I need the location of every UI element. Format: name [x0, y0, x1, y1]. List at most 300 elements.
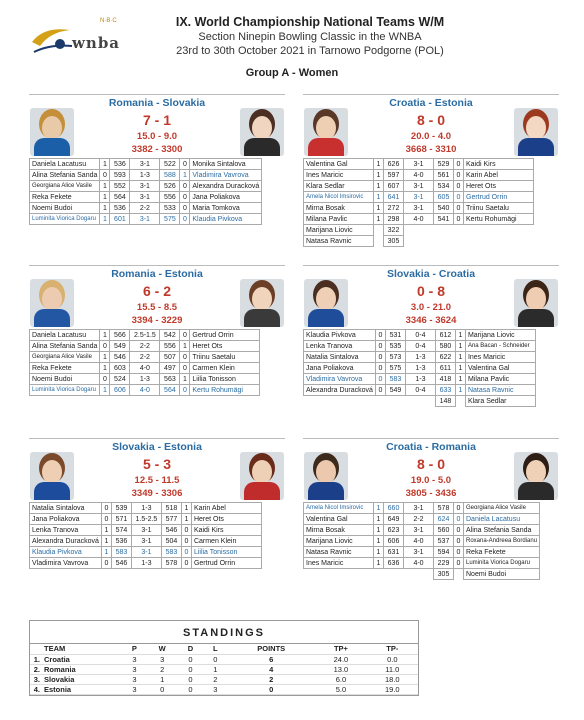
away-pins: 522: [160, 159, 180, 170]
home-player: Lenka Tranova: [30, 525, 102, 536]
set-score: 1-3: [130, 374, 160, 385]
table-row: [30, 352, 260, 363]
home-point: 1: [374, 214, 384, 225]
away-pins: 578: [161, 558, 181, 569]
event-dates: 23rd to 30th October 2021 in Tarnowo Podgorne (POL): [176, 45, 444, 57]
table-row: [30, 214, 262, 225]
logo-wnba-text: wnba: [72, 34, 121, 52]
home-pins: 593: [110, 170, 130, 181]
set-score: 1.5-2.5: [131, 514, 161, 525]
away-point: 1: [180, 170, 190, 181]
home-player-photo: [30, 452, 74, 500]
table-row: [304, 159, 534, 170]
standings-tp-plus: 5.0: [315, 684, 366, 694]
away-point: 1: [455, 363, 465, 374]
standings-tp-plus: 6.0: [315, 674, 366, 684]
away-point: 1: [455, 374, 465, 385]
home-pins: 601: [110, 214, 130, 225]
away-player: Karin Abel: [464, 170, 534, 181]
home-pins: 636: [384, 558, 404, 569]
table-row: [30, 385, 260, 396]
standings-drawn: 0: [177, 654, 203, 664]
away-player: Valentina Gal: [465, 363, 535, 374]
away-point: 1: [455, 352, 465, 363]
set-score: 3-1: [404, 181, 434, 192]
standings-won: 3: [147, 654, 178, 664]
logo-nbc-text: N·B·C: [100, 18, 117, 24]
set-score: 0-4: [405, 385, 435, 396]
match-set-points: 12.5 - 11.5: [134, 475, 180, 486]
away-pins: 534: [434, 181, 454, 192]
away-pins: 561: [434, 170, 454, 181]
home-pins: [385, 396, 405, 407]
set-score: 3-1: [404, 547, 434, 558]
home-pins: 603: [110, 363, 130, 374]
away-player: Kaidi Kirs: [464, 159, 534, 170]
away-point: 0: [180, 330, 190, 341]
standings-header-points: POINTS: [227, 644, 315, 654]
away-player: Maria Tomkova: [190, 203, 262, 214]
away-point: 0: [454, 547, 464, 558]
home-point: 1: [374, 181, 384, 192]
away-point: 0: [454, 214, 464, 225]
table-row: [30, 558, 262, 569]
away-player: Marijana Liovic: [465, 330, 535, 341]
standings-drawn: 0: [177, 684, 203, 694]
away-pins: 575: [160, 214, 180, 225]
standings-header-d: D: [177, 644, 203, 654]
home-player: Lenka Tranova: [304, 341, 376, 352]
home-pins: 573: [385, 352, 405, 363]
home-pins: 606: [110, 385, 130, 396]
set-score: 3-1: [404, 159, 434, 170]
home-point: 0: [101, 503, 111, 514]
page-title: IX. World Championship National Teams W/M: [175, 15, 445, 29]
away-pins: 546: [161, 525, 181, 536]
standings-tp-minus: 19.0: [367, 684, 418, 694]
set-score: 4-0: [404, 536, 434, 547]
home-point: 1: [374, 536, 384, 547]
home-player: Alina Stefania Sanda: [30, 170, 100, 181]
home-point: 1: [374, 503, 384, 514]
home-player: [304, 569, 374, 580]
home-player: Ines Maricic: [304, 558, 374, 569]
match-score: 6 - 2: [142, 283, 171, 299]
match-results-table: [303, 329, 536, 407]
standings-won: 0: [147, 684, 178, 694]
standings-tp-plus: 24.0: [315, 654, 366, 664]
away-point: 0: [454, 159, 464, 170]
table-row: [30, 330, 260, 341]
standings-title: STANDINGS: [30, 621, 418, 644]
standings-row: [30, 664, 418, 674]
table-row: [304, 569, 540, 580]
away-point: 1: [455, 341, 465, 352]
home-pins: 552: [110, 181, 130, 192]
set-score: 1-3: [130, 170, 160, 181]
home-pins: 564: [110, 192, 130, 203]
home-player: Daniela Lacatusu: [30, 330, 100, 341]
home-point: [374, 569, 384, 580]
away-pins: 560: [434, 525, 454, 536]
away-point: 0: [454, 558, 464, 569]
home-pins: 322: [384, 225, 404, 236]
standings-won: 2: [147, 664, 178, 674]
away-player: Monika Sintalova: [190, 159, 262, 170]
away-player: Kaidi Kirs: [191, 525, 261, 536]
home-point: 1: [374, 203, 384, 214]
set-score: 0-4: [405, 330, 435, 341]
away-player: Gertrud Orrin: [191, 558, 261, 569]
table-row: [304, 374, 536, 385]
away-pins: 529: [434, 159, 454, 170]
match-title-croatia-vs-estonia: Croatia - Estonia: [389, 97, 473, 109]
away-pins: 507: [160, 352, 180, 363]
away-point: 0: [454, 192, 464, 203]
match-set-points: 15.5 - 8.5: [136, 302, 178, 313]
match-pins: 3668 - 3310: [405, 144, 457, 155]
table-row: [30, 503, 262, 514]
home-point: 1: [100, 330, 110, 341]
match-title-romania-vs-slovakia: Romania - Slovakia: [108, 97, 206, 109]
standings-header-team: TEAM: [42, 644, 122, 654]
table-row: [304, 385, 536, 396]
set-score: 4-0: [130, 363, 160, 374]
table-row: [304, 236, 534, 247]
home-player: Alina Stefania Sanda: [30, 341, 100, 352]
home-pins: 571: [111, 514, 131, 525]
home-point: 0: [100, 374, 110, 385]
standings-tp-plus: 13.0: [315, 664, 366, 674]
home-point: 1: [100, 181, 110, 192]
away-player: Carmen Klein: [191, 536, 261, 547]
standings-header-p: P: [122, 644, 147, 654]
set-score: 0-4: [405, 341, 435, 352]
away-player: Klara Sedlar: [465, 396, 535, 407]
set-score: 2-2: [130, 203, 160, 214]
match-score: 7 - 1: [142, 112, 171, 128]
standings-row: [30, 684, 418, 694]
match-set-points: 20.0 - 4.0: [410, 131, 452, 142]
set-score: 3-1: [404, 503, 434, 514]
home-pins: 524: [110, 374, 130, 385]
away-pins: 504: [161, 536, 181, 547]
match-score: 0 - 8: [416, 283, 445, 299]
away-pins: 518: [161, 503, 181, 514]
away-point: 0: [454, 203, 464, 214]
home-pins: 641: [384, 192, 404, 203]
away-player: Jana Poliakova: [190, 192, 262, 203]
away-point: 0: [181, 525, 191, 536]
away-pins: 611: [435, 363, 455, 374]
away-player-photo: [240, 452, 284, 500]
away-player: Kertu Rohumägi: [464, 214, 534, 225]
home-player: [304, 396, 376, 407]
home-point: 1: [100, 352, 110, 363]
home-player: Luminita Viorica Dogaru: [30, 214, 100, 225]
set-score: 4-0: [130, 385, 160, 396]
match-pins: 3346 - 3624: [405, 315, 457, 326]
home-pins: 546: [111, 558, 131, 569]
set-score: 2-2: [130, 341, 160, 352]
standings-header-tp: TP-: [367, 644, 418, 654]
away-point: [454, 225, 464, 236]
away-player: Milana Pavlic: [465, 374, 535, 385]
away-point: 0: [181, 536, 191, 547]
away-point: [455, 396, 465, 407]
home-player-photo: [30, 279, 74, 327]
home-pins: 631: [384, 547, 404, 558]
set-score: 1-3: [131, 558, 161, 569]
standings-team: Romania: [42, 664, 122, 674]
table-row: [30, 363, 260, 374]
set-score: 3-1: [130, 159, 160, 170]
home-player: Luminita Viorica Dogaru: [30, 385, 100, 396]
table-row: [30, 374, 260, 385]
set-score: [404, 569, 434, 580]
table-row: [304, 203, 534, 214]
table-row: [30, 170, 262, 181]
standings-row: [30, 654, 418, 664]
match-divider: [29, 265, 285, 266]
home-pins: 549: [110, 341, 130, 352]
set-score: 3-1: [404, 203, 434, 214]
home-point: 1: [374, 525, 384, 536]
away-player: Vladimira Vavrova: [190, 170, 262, 181]
home-point: 1: [374, 192, 384, 203]
set-score: 1-3: [405, 363, 435, 374]
set-score: 3-1: [131, 547, 161, 558]
standings-panel: [29, 620, 419, 696]
away-player-photo: [514, 279, 558, 327]
home-point: 1: [374, 514, 384, 525]
match-pins: 3382 - 3300: [131, 144, 183, 155]
home-point: 0: [101, 558, 111, 569]
away-pins: 563: [160, 374, 180, 385]
home-player: Klara Sedlar: [304, 181, 374, 192]
home-pins: 536: [110, 159, 130, 170]
table-row: [304, 170, 534, 181]
away-player-photo: [514, 108, 558, 156]
home-player: Valentina Gal: [304, 159, 374, 170]
match-results-table: [29, 158, 262, 225]
away-pins: 633: [435, 385, 455, 396]
group-title: Group A - Women: [245, 67, 339, 79]
standings-lost: 1: [203, 664, 227, 674]
match-title-slovakia-vs-estonia: Slovakia - Estonia: [112, 441, 202, 453]
away-player: Daniela Lacatusu: [464, 514, 540, 525]
home-pins: 574: [111, 525, 131, 536]
home-point: 0: [375, 385, 385, 396]
away-point: 0: [181, 547, 191, 558]
table-row: [30, 203, 262, 214]
standings-rank: 4.: [30, 684, 42, 694]
wnba-logo: [30, 18, 130, 58]
home-player: Ines Maricic: [304, 170, 374, 181]
standings-header-w: W: [147, 644, 178, 654]
away-point: 0: [454, 503, 464, 514]
standings-header-l: L: [203, 644, 227, 654]
away-player: Heret Ots: [191, 514, 261, 525]
match-score: 8 - 0: [416, 456, 445, 472]
page-header: [0, 0, 584, 90]
table-row: [304, 558, 540, 569]
home-player: Daniela Lacatusu: [30, 159, 100, 170]
away-point: [454, 569, 464, 580]
table-row: [304, 514, 540, 525]
table-row: [304, 536, 540, 547]
home-point: 0: [101, 514, 111, 525]
home-point: 1: [100, 192, 110, 203]
match-divider: [303, 265, 559, 266]
set-score: 3-1: [131, 536, 161, 547]
standings-team: Croatia: [42, 654, 122, 664]
home-player-photo: [30, 108, 74, 156]
home-pins: 660: [384, 503, 404, 514]
standings-played: 3: [122, 654, 147, 664]
standings-team: Estonia: [42, 684, 122, 694]
set-score: 2-2: [404, 514, 434, 525]
home-pins: 575: [385, 363, 405, 374]
home-player: Reka Fekete: [30, 363, 100, 374]
match-set-points: 15.0 - 9.0: [136, 131, 178, 142]
match-divider: [29, 438, 285, 439]
home-player: Natasa Ravnic: [304, 236, 374, 247]
away-pins: 526: [160, 181, 180, 192]
away-player: Roxana-Andreea Bordianu: [464, 536, 540, 547]
table-row: [30, 525, 262, 536]
home-pins: 607: [384, 181, 404, 192]
away-player-photo: [240, 108, 284, 156]
away-point: 1: [455, 385, 465, 396]
away-pins: 588: [160, 170, 180, 181]
table-row: [30, 159, 262, 170]
standings-rank: 2.: [30, 664, 42, 674]
match-score: 8 - 0: [416, 112, 445, 128]
standings-lost: 0: [203, 654, 227, 664]
set-score: 2-2: [130, 352, 160, 363]
away-player: Georgiana Alice Vasile: [464, 503, 540, 514]
away-point: 1: [180, 374, 190, 385]
table-row: [30, 181, 262, 192]
match-score: 5 - 3: [142, 456, 171, 472]
match-set-points: 19.0 - 5.0: [410, 475, 452, 486]
standings-row: [30, 674, 418, 684]
home-player: Noemi Budoi: [30, 374, 100, 385]
away-player: Ana Bacan - Schneider: [465, 341, 535, 352]
away-pins: 556: [160, 192, 180, 203]
away-point: 0: [454, 514, 464, 525]
home-pins: 549: [385, 385, 405, 396]
home-player: Milana Pavlic: [304, 214, 374, 225]
home-player: Amela Nicol Imsirovic: [304, 192, 374, 203]
away-pins: 594: [434, 547, 454, 558]
away-player: Alexandra Duracková: [190, 181, 262, 192]
home-point: 1: [101, 547, 111, 558]
away-pins: 497: [160, 363, 180, 374]
home-point: 1: [100, 214, 110, 225]
standings-played: 3: [122, 684, 147, 694]
standings-header-tp: TP+: [315, 644, 366, 654]
set-score: [404, 225, 434, 236]
home-point: 0: [375, 363, 385, 374]
away-player: Liilia Tonisson: [190, 374, 260, 385]
home-point: 1: [100, 385, 110, 396]
home-player: Amela Nicol Imsirovic: [304, 503, 374, 514]
home-pins: 597: [384, 170, 404, 181]
away-player: Alina Stefania Sanda: [464, 525, 540, 536]
home-player: Natalia Sintalova: [30, 503, 102, 514]
home-pins: 606: [384, 536, 404, 547]
away-player: Luminita Viorica Dogaru: [464, 558, 540, 569]
away-point: 1: [180, 341, 190, 352]
home-pins: 539: [111, 503, 131, 514]
home-player: Jana Poliakova: [304, 363, 376, 374]
away-player: Liilia Tonisson: [191, 547, 261, 558]
match-title-croatia-vs-romania: Croatia - Romania: [386, 441, 476, 453]
away-player: [464, 236, 534, 247]
standings-team: Slovakia: [42, 674, 122, 684]
set-score: [404, 236, 434, 247]
away-player: Reka Fekete: [464, 547, 540, 558]
table-row: [304, 330, 536, 341]
home-point: 0: [375, 341, 385, 352]
standings-points: 0: [227, 684, 315, 694]
away-point: [454, 236, 464, 247]
set-score: 1-3: [131, 503, 161, 514]
away-pins: 583: [161, 547, 181, 558]
away-point: 0: [180, 181, 190, 192]
standings-points: 4: [227, 664, 315, 674]
match-pins: 3805 - 3436: [405, 488, 457, 499]
home-player-photo: [304, 279, 348, 327]
home-point: 0: [375, 330, 385, 341]
set-score: 3-1: [131, 525, 161, 536]
set-score: 4-0: [404, 170, 434, 181]
home-point: 1: [100, 159, 110, 170]
home-player: Natalia Sintalova: [304, 352, 376, 363]
home-point: 0: [100, 170, 110, 181]
table-row: [30, 514, 262, 525]
home-point: 1: [100, 363, 110, 374]
away-pins: 564: [160, 385, 180, 396]
away-player: Karin Abel: [191, 503, 261, 514]
home-pins: 535: [385, 341, 405, 352]
standings-tp-minus: 11.0: [367, 664, 418, 674]
away-player-photo: [240, 279, 284, 327]
home-pins: 566: [110, 330, 130, 341]
home-pins: 536: [110, 203, 130, 214]
away-player: Gertrud Orrin: [190, 330, 260, 341]
home-pins: 583: [385, 374, 405, 385]
standings-header-row: [30, 644, 418, 654]
away-player: Heret Ots: [464, 181, 534, 192]
home-player: Georgiana Alice Vasile: [30, 181, 100, 192]
standings-lost: 3: [203, 684, 227, 694]
away-pins: 533: [160, 203, 180, 214]
away-player: Ines Maricic: [465, 352, 535, 363]
table-row: [304, 225, 534, 236]
standings-tp-minus: 0.0: [367, 654, 418, 664]
match-pins: 3349 - 3306: [131, 488, 183, 499]
away-player: Gertrud Orrin: [464, 192, 534, 203]
table-row: [30, 547, 262, 558]
home-point: 0: [100, 341, 110, 352]
home-player: Alexandra Duracková: [304, 385, 376, 396]
match-divider: [303, 438, 559, 439]
home-pins: 626: [384, 159, 404, 170]
away-point: 0: [454, 170, 464, 181]
